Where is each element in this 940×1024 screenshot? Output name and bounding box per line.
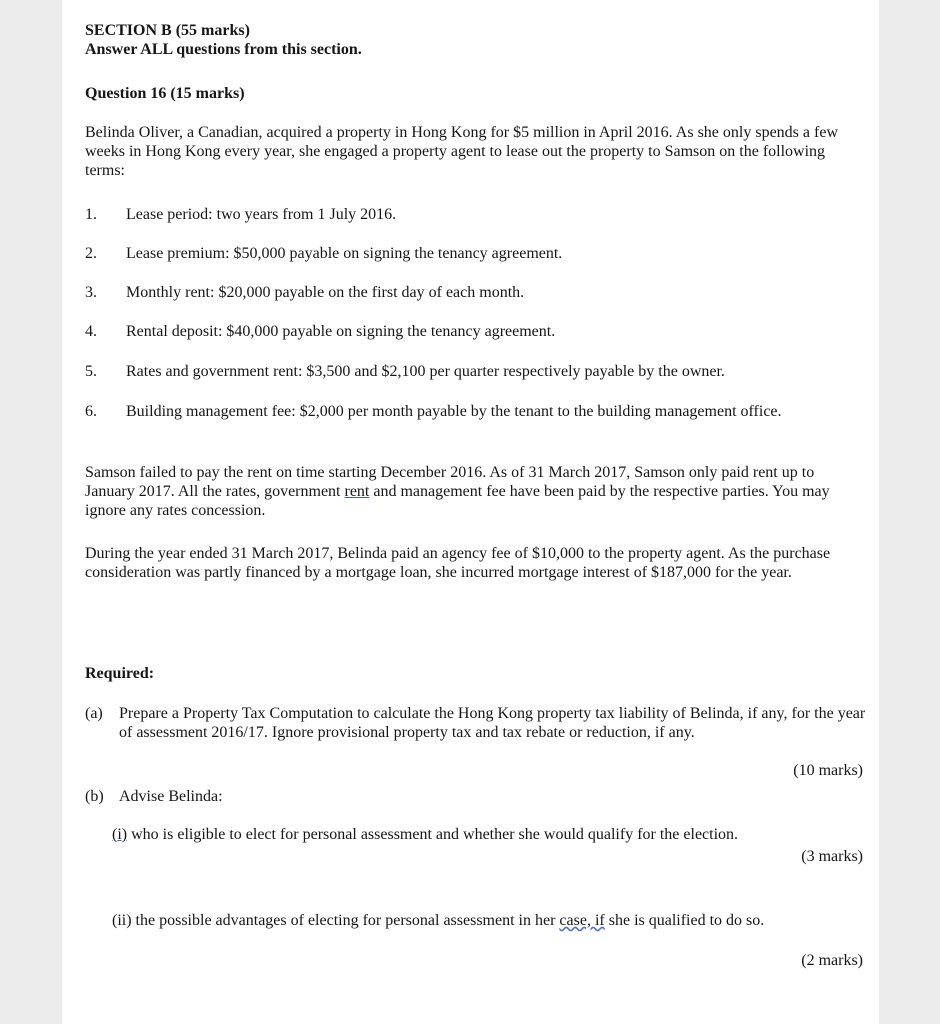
list-item-number: 5. <box>85 363 97 380</box>
paragraph-text: and management fee have been paid by the respective parties. You may ignore any rates concession. <box>85 483 830 519</box>
list-item-number: 6. <box>85 403 97 420</box>
list-item-text: Lease premium: $50,000 payable on signing the tenancy agreement. <box>126 245 563 262</box>
part-a-text: Prepare a Property Tax Computation to calculate the Hong Kong property tax liability of Belinda, if any, for the year of assessment 2016/17. Ignore provisional property tax and tax rebate or reduction, if any. <box>119 705 866 741</box>
expenses-paragraph: During the year ended 31 March 2017, Belinda paid an agency fee of $10,000 to the property agent. As the purchase consideration was partly financed by a mortgage loan, she incurred mortgage interest of $187,000 for the year. <box>85 545 831 581</box>
question-intro: Belinda Oliver, a Canadian, acquired a property in Hong Kong for $5 million in April 2016. As she only spends a few weeks in Hong Kong every year, she engaged a property agent to lease out the property to Samson on the following terms: <box>85 124 838 179</box>
spellcheck-squiggle-text: case, if <box>559 912 605 929</box>
list-item-text: Lease period: two years from 1 July 2016. <box>126 206 397 223</box>
part-b-ii-text <box>112 911 867 930</box>
list-item-text: Building management fee: $2,000 per month payable by the tenant to the building management office. <box>126 403 782 420</box>
part-b-i-body: who is eligible to elect for personal assessment and whether she would qualify for the election. <box>127 826 739 843</box>
section-instruction: Answer ALL questions from this section. <box>85 41 362 58</box>
part-b-ii <box>112 911 867 969</box>
part-a-label: (a) <box>85 705 103 722</box>
part-b-label: (b) <box>85 788 104 805</box>
list-item-number: 3. <box>85 284 97 301</box>
list-item-number: 2. <box>85 245 97 262</box>
rent-arrears-paragraph <box>85 463 867 520</box>
section-title: SECTION B (55 marks) <box>85 22 250 39</box>
part-b-ii-body-end: she is qualified to do so. <box>604 912 765 929</box>
paragraph-text: Samson failed to pay the rent on time starting December 2016. As of 31 March 2017, Samson only paid rent up to January 2017. All the rates, government <box>85 464 815 500</box>
list-item-number: 1. <box>85 206 97 223</box>
part-b-ii-marks: (2 marks) <box>801 952 863 969</box>
part-b-i-label: (i) <box>112 826 128 843</box>
part-b-i-marks: (3 marks) <box>801 848 863 865</box>
list-item-text: Rates and government rent: $3,500 and $2,100 per quarter respectively payable by the owner. <box>126 363 725 380</box>
part-b-i <box>112 825 867 865</box>
part-b-ii-body: (ii) the possible advantages of electing for personal assessment in her <box>112 912 560 929</box>
list-item-number: 4. <box>85 323 97 340</box>
required-heading: Required: <box>85 665 155 682</box>
part-b-i-text <box>112 825 867 844</box>
spellcheck-underlined-word: rent <box>344 483 370 500</box>
part-b-text: Advise Belinda: <box>119 788 223 805</box>
part-a-marks: (10 marks) <box>793 762 863 779</box>
list-item-text: Monthly rent: $20,000 payable on the first day of each month. <box>126 284 525 301</box>
list-item-text: Rental deposit: $40,000 payable on signing the tenancy agreement. <box>126 323 556 340</box>
exam-page <box>62 0 879 1024</box>
question-title: Question 16 (15 marks) <box>85 85 245 102</box>
